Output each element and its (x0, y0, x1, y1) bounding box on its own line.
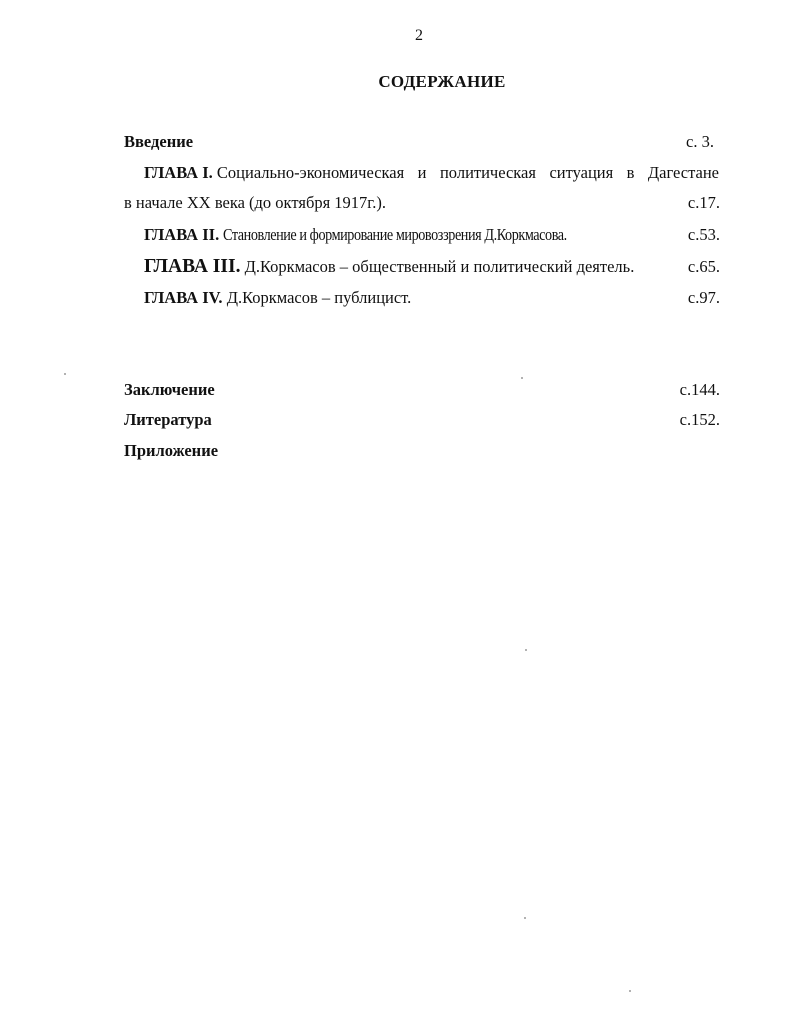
toc-label-appendix: Приложение (124, 441, 219, 460)
toc-page-chapter-1: с.17. (687, 193, 720, 212)
toc-text-chapter-1-word-4: ситуация (549, 163, 614, 182)
toc-label-literature: Литература (124, 410, 212, 429)
toc-label-chapter-3: ГЛАВА III. (144, 256, 241, 277)
toc-entry-introduction (124, 132, 720, 152)
toc-label-introduction: Введение (124, 132, 194, 151)
scan-speck (524, 917, 526, 919)
toc-label-conclusion: Заключение (124, 380, 215, 399)
toc-label-chapter-2: ГЛАВА II. (144, 225, 220, 244)
toc-label-chapter-1: ГЛАВА I. (144, 163, 213, 182)
toc-page-introduction: с. 3. (686, 132, 714, 151)
toc-page-literature: с.152. (679, 410, 720, 429)
toc-label-chapter-4: ГЛАВА IV. (144, 288, 223, 307)
toc-text-chapter-1-word-1: Социально-экономическая (216, 163, 405, 182)
scan-speck (64, 373, 66, 375)
toc-entry-chapter-4 (124, 288, 720, 308)
scan-speck (629, 990, 631, 992)
toc-entry-chapter-3 (124, 257, 720, 277)
toc-text-chapter-1-word-3: политическая (439, 163, 536, 182)
toc-text-chapter-1-line-2: в начале XX века (до октября 1917г.). (124, 193, 386, 212)
toc-text-chapter-2: Становление и формирование мировоззрения Д.Коркмасова. (223, 225, 568, 244)
toc-page-conclusion: с.144. (679, 380, 720, 399)
toc-text-chapter-1-word-6: Дагестане (647, 163, 719, 182)
toc-page-chapter-3: с.65. (687, 257, 720, 276)
toc-entry-literature (124, 410, 720, 430)
toc-page-chapter-2: с.53. (687, 225, 720, 244)
page-title: СОДЕРЖАНИЕ (378, 72, 506, 91)
toc-text-chapter-3: Д.Коркмасов – общественный и политический деятель. (244, 257, 635, 276)
toc-text-chapter-4: Д.Коркмасов – публицист. (226, 288, 412, 307)
toc-entry-chapter-1-line-1 (144, 163, 719, 183)
toc-text-chapter-1-word-5: в (626, 163, 635, 182)
toc-entry-chapter-2 (124, 225, 720, 245)
scan-speck (525, 649, 527, 651)
toc-text-chapter-1-word-2: и (417, 163, 427, 182)
toc-entry-conclusion (124, 380, 720, 400)
scan-speck (521, 377, 523, 379)
toc-entry-chapter-1-line-2 (124, 193, 720, 213)
toc-page-chapter-4: с.97. (687, 288, 720, 307)
toc-entry-appendix (124, 441, 720, 461)
page-number: 2 (415, 27, 423, 44)
